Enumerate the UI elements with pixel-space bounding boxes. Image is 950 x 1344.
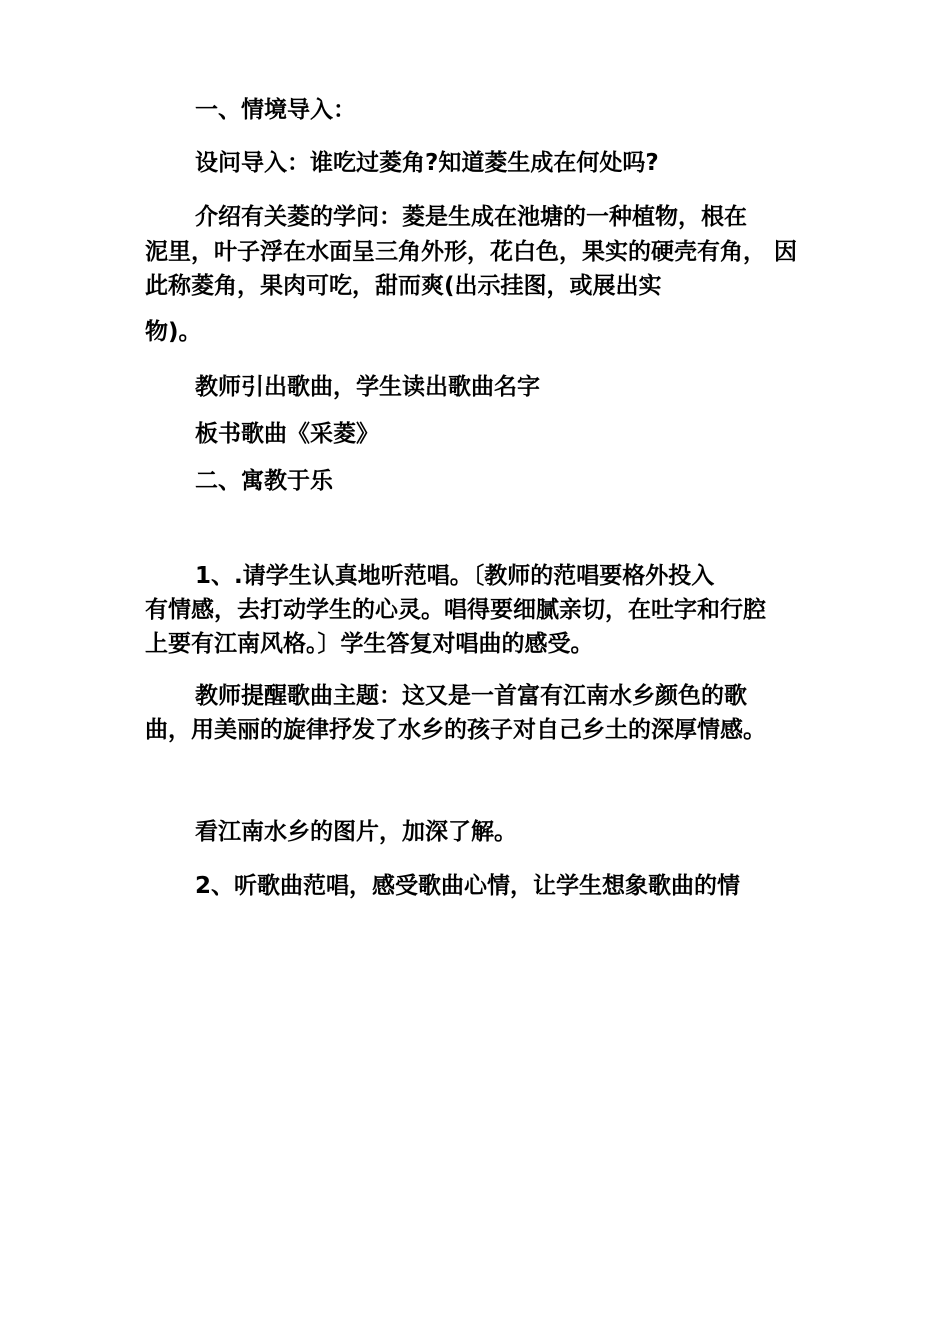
paragraph-ling-intro-line-4: 物)。 xyxy=(145,319,202,345)
paragraph-listen-line-1: 1、.请学生认真地听范唱。〔教师的范唱要格外投入 xyxy=(195,563,715,589)
section-heading-2: 二、寓教于乐 xyxy=(195,468,333,494)
paragraph-ling-intro-line-1: 介绍有关菱的学问：菱是生成在池塘的一种植物，根在 xyxy=(195,204,747,230)
paragraph-listen-line-3: 上要有江南风格。〕学生答复对唱曲的感受。 xyxy=(145,631,594,657)
paragraph-question-intro: 设问导入：谁吃过菱角?知道菱生成在何处吗? xyxy=(195,150,659,176)
paragraph-teacher-song: 教师引出歌曲，学生读出歌曲名字 xyxy=(195,374,540,400)
paragraph-ling-intro-line-2: 泥里，叶子浮在水面呈三角外形，花白色，果实的硬壳有角， 因 xyxy=(145,239,798,265)
paragraph-listen-mood: 2、听歌曲范唱，感受歌曲心情，让学生想象歌曲的情 xyxy=(195,873,741,899)
paragraph-listen-line-2: 有情感，去打动学生的心灵。唱得要细腻亲切，在吐字和行腔 xyxy=(145,597,766,623)
section-heading-1: 一、情境导入： xyxy=(195,97,356,123)
paragraph-theme-line-2: 曲，用美丽的旋律抒发了水乡的孩子对自己乡土的深厚情感。 xyxy=(145,717,766,743)
paragraph-theme-line-1: 教师提醒歌曲主题：这又是一首富有江南水乡颜色的歌 xyxy=(195,683,747,709)
paragraph-board-title: 板书歌曲《采菱》 xyxy=(195,421,379,447)
paragraph-pictures: 看江南水乡的图片，加深了解。 xyxy=(195,819,517,845)
paragraph-ling-intro-line-3: 此称菱角，果肉可吃，甜而爽(出示挂图，或展出实 xyxy=(145,273,662,299)
